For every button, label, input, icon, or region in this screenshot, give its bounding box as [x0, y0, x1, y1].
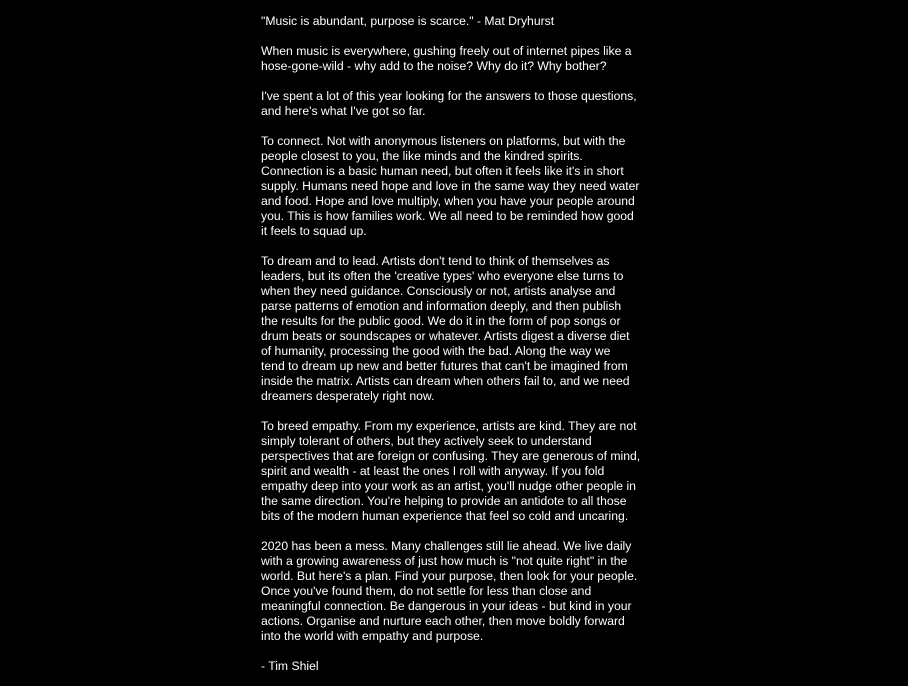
- paragraph-to-breed-empathy: To breed empathy. From my experience, artists are kind. They are not simply tolerant of others, but they actively seek to understand perspectives that are foreign or confusing. They are generous of mind, spirit and wealth - at least the ones I roll with anyway. If you fold empathy deep into your work as an artist, you'll nudge other people in the same direction. You're helping to provide an antidote to all those bits of the modern human experience that feel so cold and uncaring.: [261, 419, 641, 523]
- paragraph-answers-intro: I've spent a lot of this year looking for the answers to those questions, and here's what I've got so far.: [261, 89, 637, 118]
- author-signature: - Tim Shiel: [261, 659, 319, 673]
- paragraph-to-dream-and-lead: To dream and to lead. Artists don't tend to think of themselves as leaders, but its often the 'creative types' who everyone else turns to when they need guidance. Consciously or not, artists analyse and parse patterns of emotion and information deeply, and then publish the results for the public good. We do it in the form of pop songs or drum beats or soundscapes or whatever. Artists digest a diverse diet of humanity, processing the good with the bad. Along the way we tend to dream up new and better futures that can't be imagined from inside the matrix. Artists can dream when others fail to, and we need dreamers desperately right now.: [261, 254, 630, 403]
- paragraph-why-bother: When music is everywhere, gushing freely out of internet pipes like a hose-gone-wild - why add to the noise? Why do it? Why bother?: [261, 44, 632, 73]
- opening-quote: "Music is abundant, purpose is scarce." - Mat Dryhurst: [261, 14, 555, 28]
- paragraph-2020-plan: 2020 has been a mess. Many challenges still lie ahead. We live daily with a growing awareness of just how much is "not quite right" in the world. But here's a plan. Find your purpose, then look for your people. Once you've found them, do not settle for less than close and meaningful connection. Be dangerous in your ideas - but kind in your actions. Organise and nurture each other, then move boldly forward into the world with empathy and purpose.: [261, 539, 638, 643]
- paragraph-to-connect: To connect. Not with anonymous listeners on platforms, but with the people closest to you, the like minds and the kindred spirits. Connection is a basic human need, but often it feels like it's in short supply. Humans need hope and love in the same way they need water and food. Hope and love multiply, when you have your people around you. This is how families work. We all need to be reminded how good it feels to squad up.: [261, 134, 640, 238]
- article-body: [261, 14, 646, 674]
